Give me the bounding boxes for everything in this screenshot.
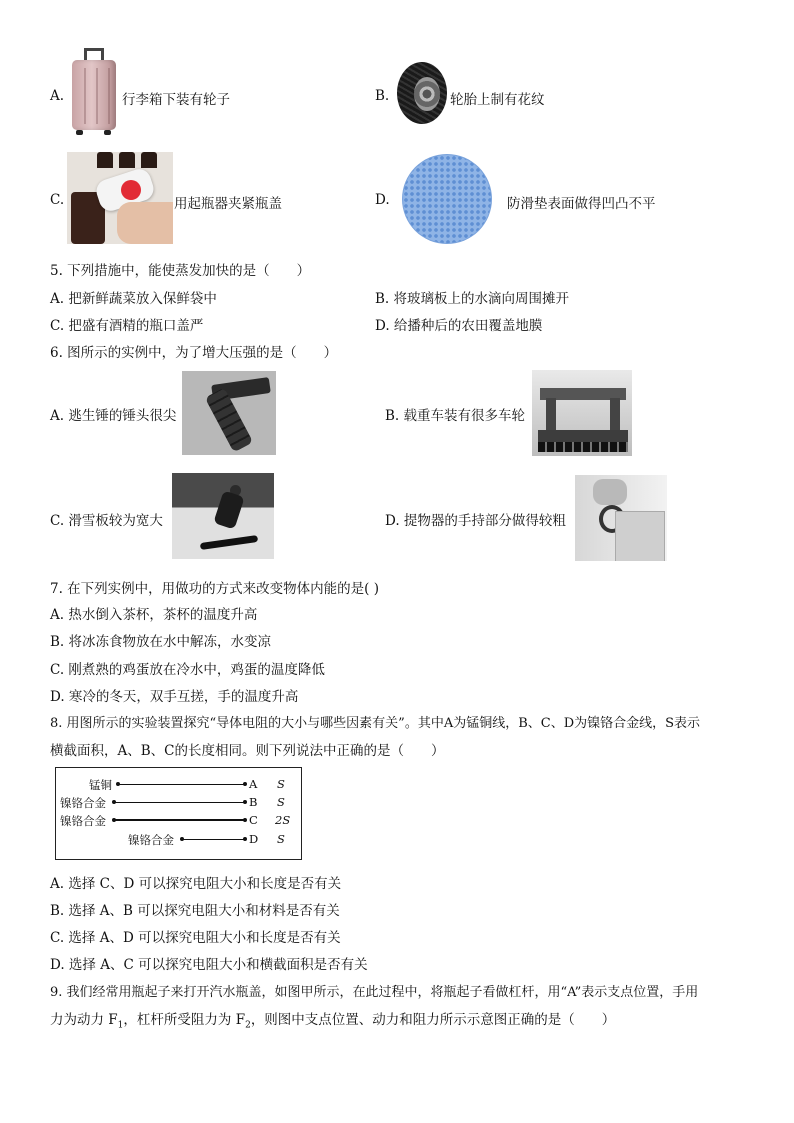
wire-terminal [243,818,247,822]
wire-terminal [243,782,247,786]
q5-stem: 5. 下列措施中，能使蒸发加快的是（ ） [50,263,311,279]
q9-line2-mid: ，杠杆所受阻力为 F [123,1012,246,1028]
bottle-opener-image [67,152,173,244]
q7-option-a: A. 热水倒入茶杯，茶杯的温度升高 [50,607,258,623]
q4-option-c-text: 用起瓶器夹紧瓶盖 [174,196,282,212]
wire-end-label: C [249,813,258,827]
q9-stem-line1: 9. 我们经常用瓶起子来打开汽水瓶盖，如图甲所示，在此过程中，将瓶起子看做杠杆，用“A”表示支点位置，手用 [50,985,699,1000]
luggage-rib [84,68,86,124]
wire-material-label: 镍铬合金 [128,833,174,847]
wire-material-label: 镍铬合金 [60,814,106,828]
q9-line2-pre: 力为动力 F [50,1012,118,1028]
wire-material-label: 锰铜 [89,778,112,792]
q7-option-b: B. 将冰冻食物放在水中解冻，水变凉 [50,634,272,650]
hand [593,479,627,505]
q8-stem-line2: 横截面积，A、B、C的长度相同。则下列说法中正确的是（ ） [50,743,445,759]
wire-c [114,819,244,821]
q7-option-c: C. 刚煮熟的鸡蛋放在冷水中，鸡蛋的温度降低 [50,662,325,678]
hand [117,202,173,244]
q8-option-b: B. 选择 A、B 可以探究电阻大小和材料是否有关 [50,903,340,919]
q7-option-d: D. 寒冷的冬天，双手互搓，手的温度升高 [50,689,299,705]
wire-area-label: 2S [275,813,291,827]
snowboard-image [172,473,274,559]
wire-terminal [243,837,247,841]
q6-option-c: C. 滑雪板较为宽大 [50,513,163,529]
q6-option-a: A. 逃生锤的锤头很尖 [50,408,177,424]
wire-terminal [243,800,247,804]
luggage-image [68,48,122,140]
luggage-rib [108,68,110,124]
luggage-wheel [76,130,83,135]
wire-material-label: 镍铬合金 [60,796,106,810]
q5-option-d: D. 给播种后的农田覆盖地膜 [375,318,543,334]
q6-option-d: D. 提物器的手持部分做得较粗 [385,513,566,529]
luggage-wheel [104,130,111,135]
wire-end-label: B [249,795,258,809]
q8-stem-line1: 8. 用图所示的实验装置探究“导体电阻的大小与哪些因素有关”。其中A为锰铜线，B、C、D为镍铬合金线，S表示 [50,716,701,731]
tire-rim [414,77,440,111]
q4-option-b-letter: B. [375,88,390,104]
bottle [141,152,157,168]
q4-option-b-text: 轮胎上制有花纹 [450,92,545,108]
q9-line2-post: ，则图中支点位置、动力和阻力所示示意图正确的是（ ） [250,1012,616,1028]
wire-area-label: S [277,777,285,791]
q4-option-d-letter: D. [375,192,390,208]
q5-option-a: A. 把新鲜蔬菜放入保鲜袋中 [50,291,217,307]
q8-option-d: D. 选择 A、C 可以探究电阻大小和横截面积是否有关 [50,957,368,973]
wire-area-label: S [277,795,285,809]
luggage-rib [96,68,98,124]
q6-stem: 6. 图所示的实例中，为了增大压强的是（ ） [50,345,338,361]
wire-end-label: D [249,832,259,846]
q4-option-a-letter: A. [50,88,65,104]
q9-stem-line2 [50,1008,615,1031]
wire-area-label: S [277,832,285,846]
bottle [119,152,135,168]
q5-option-c: C. 把盛有酒精的瓶口盖严 [50,318,204,334]
anti-slip-mat [403,155,491,243]
truck-leg [610,398,620,432]
bottle [97,152,113,168]
tire-image [397,60,449,128]
q8-option-a: A. 选择 C、D 可以探究电阻大小和长度是否有关 [50,876,342,892]
wire-a [118,784,244,785]
q4-option-d-text: 防滑垫表面做得凹凸不平 [507,196,656,212]
f2-subscript: 2 [245,1020,251,1031]
shopping-bag [615,511,665,561]
q4-option-a-text: 行李箱下装有轮子 [122,92,230,108]
q7-stem: 7. 在下列实例中，用做功的方式来改变物体内能的是( ) [50,581,379,597]
wire-d [182,839,244,840]
carrier-grip-image [575,475,667,561]
f1-subscript: 1 [117,1020,124,1031]
truck-wheels [538,442,628,452]
q6-option-b: B. 载重车装有很多车轮 [385,408,526,424]
heavy-truck-image [532,370,632,456]
escape-hammer-image [182,371,276,455]
q5-option-b: B. 将玻璃板上的水滴向周围摊开 [375,291,570,307]
wire-end-label: A [249,777,258,791]
truck-leg [546,398,556,432]
resistance-wire-diagram [55,767,302,860]
q8-option-c: C. 选择 A、D 可以探究电阻大小和长度是否有关 [50,930,341,946]
opener-cap-grip [121,180,141,200]
wire-b [114,802,244,803]
anti-slip-mat-image [401,153,493,245]
q4-option-c-letter: C. [50,192,65,208]
